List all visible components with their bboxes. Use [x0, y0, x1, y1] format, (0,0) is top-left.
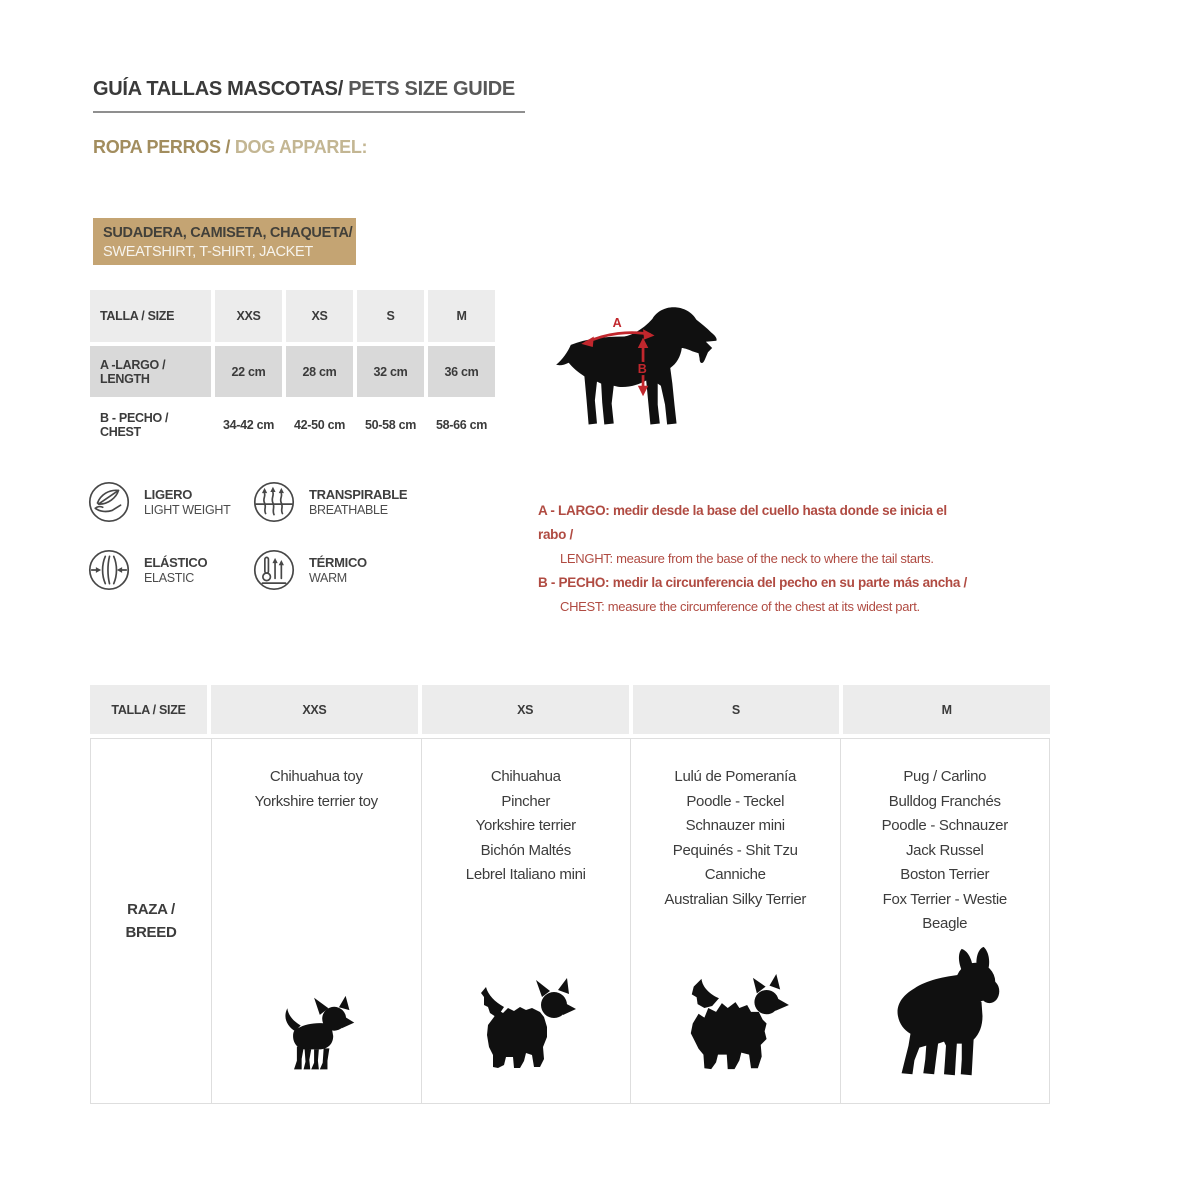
- garment-category-box: [93, 218, 356, 265]
- chest-row-label: B - PECHO / CHEST: [90, 401, 211, 448]
- chihuahua-silhouette: [273, 995, 359, 1075]
- feature-name: TÉRMICO: [309, 555, 367, 570]
- category-en: SWEATSHIRT, T-SHIRT, JACKET: [103, 244, 313, 260]
- feature-elastic: [88, 549, 253, 591]
- feature-name-en: BREATHABLE: [309, 502, 388, 517]
- breed-name: Poodle - Teckel: [686, 792, 785, 810]
- breed-name: Australian Silky Terrier: [664, 890, 807, 908]
- length-row-label: A -LARGO / LENGTH: [90, 346, 211, 397]
- subtitle-en: DOG APPAREL:: [230, 137, 368, 157]
- breed-column-xs: [421, 739, 631, 1103]
- feature-name: LIGERO: [144, 487, 193, 502]
- pomeranian-silhouette: [669, 973, 801, 1075]
- breed-column-xxs: [211, 739, 421, 1103]
- chest-value: 50-58 cm: [357, 401, 424, 448]
- breed-name: Pug / Carlino: [903, 768, 987, 785]
- breed-size-table: [90, 685, 1050, 1104]
- breed-name: Bulldog Franchés: [888, 792, 1001, 810]
- size-table-header-cell: S: [357, 290, 424, 342]
- breed-list: [631, 739, 840, 912]
- arrow-b-label: B: [637, 362, 647, 377]
- elastic-icon: [88, 549, 130, 591]
- breed-name: Schnauzer mini: [685, 817, 785, 834]
- note-a-es: A - LARGO: medir desde la base del cuello hasta donde se inicia el rabo /: [538, 503, 947, 542]
- note-b-es: B - PECHO: medir la circunferencia del pecho en su parte más ancha /: [538, 575, 967, 590]
- breed-name: Canniche: [704, 866, 766, 883]
- longhair-chihuahua-silhouette: [470, 977, 582, 1077]
- note-b-en: CHEST: measure the circumference of the chest at its widest part.: [560, 599, 920, 614]
- measuring-instructions: [538, 499, 968, 619]
- breed-name: Lebrel Italiano mini: [465, 866, 586, 883]
- breed-name: Beagle: [922, 915, 968, 932]
- breed-name: Pincher: [501, 792, 551, 810]
- breed-list: [841, 739, 1050, 937]
- breathable-icon: [253, 481, 295, 523]
- note-a-en: LENGHT: measure from the base of the neck to where the tail starts.: [560, 551, 934, 566]
- breed-table-header-cell: TALLA / SIZE: [90, 685, 207, 734]
- feature-lightweight: [88, 481, 253, 523]
- breed-name: Chihuahua: [490, 768, 561, 785]
- feature-name: ELÁSTICO: [144, 555, 208, 570]
- breed-name: Yorkshire terrier toy: [254, 792, 378, 810]
- measure-diagram-dog-icon: [553, 304, 731, 434]
- section-subtitle: [93, 137, 367, 158]
- breed-table-body: [90, 738, 1050, 1104]
- size-table-header-cell: XXS: [215, 290, 282, 342]
- category-es: SUDADERA, CAMISETA, CHAQUETA/: [103, 225, 353, 241]
- breed-table-header-cell: M: [843, 685, 1050, 734]
- breed-name: Lulú de Pomeranía: [674, 768, 797, 785]
- chest-value: 34-42 cm: [215, 401, 282, 448]
- breed-name: Yorkshire terrier: [475, 817, 576, 834]
- feather-hand-icon: [88, 481, 130, 523]
- breed-list: [212, 739, 421, 814]
- fabric-features: [88, 481, 428, 591]
- breed-name: Boston Terrier: [900, 866, 990, 883]
- length-value: 32 cm: [357, 346, 424, 397]
- feature-warm: [253, 549, 428, 591]
- length-value: 28 cm: [286, 346, 353, 397]
- breed-column-m: [840, 739, 1050, 1103]
- size-table-header-cell: TALLA / SIZE: [90, 290, 211, 342]
- thermometer-icon: [253, 549, 295, 591]
- feature-breathable: [253, 481, 428, 523]
- page-title-es: GUÍA TALLAS MASCOTAS/: [93, 78, 343, 100]
- feature-name: TRANSPIRABLE: [309, 487, 408, 502]
- breed-name: Bichón Maltés: [480, 841, 571, 859]
- subtitle-es: ROPA PERROS /: [93, 137, 231, 157]
- french-bulldog-silhouette: [871, 945, 1019, 1087]
- breed-table-header-cell: S: [633, 685, 840, 734]
- breed-name: Chihuahua toy: [269, 768, 363, 785]
- chest-value: 58-66 cm: [428, 401, 495, 448]
- breed-list: [422, 739, 631, 888]
- breed-table-header: [90, 685, 1050, 734]
- feature-name-en: ELASTIC: [144, 570, 194, 585]
- length-value: 22 cm: [215, 346, 282, 397]
- size-table-header-cell: M: [428, 290, 495, 342]
- breed-name: Poodle - Schnauzer: [881, 817, 1008, 834]
- size-table-header-cell: XS: [286, 290, 353, 342]
- breed-name: Fox Terrier - Westie: [882, 890, 1007, 908]
- breed-name: Pequinés - Shit Tzu: [672, 841, 798, 859]
- size-measure-table: [90, 290, 495, 448]
- page-title: [93, 78, 525, 113]
- breed-column-s: [630, 739, 840, 1103]
- arrow-a-label: A: [612, 316, 622, 331]
- breed-row-label: RAZA / BREED: [125, 901, 177, 941]
- breed-name: Jack Russel: [905, 841, 984, 859]
- feature-name-en: WARM: [309, 570, 347, 585]
- page-title-en: PETS SIZE GUIDE: [342, 78, 515, 100]
- breed-table-header-cell: XS: [422, 685, 629, 734]
- feature-name-en: LIGHT WEIGHT: [144, 502, 231, 517]
- chest-value: 42-50 cm: [286, 401, 353, 448]
- length-value: 36 cm: [428, 346, 495, 397]
- breed-table-header-cell: XXS: [211, 685, 418, 734]
